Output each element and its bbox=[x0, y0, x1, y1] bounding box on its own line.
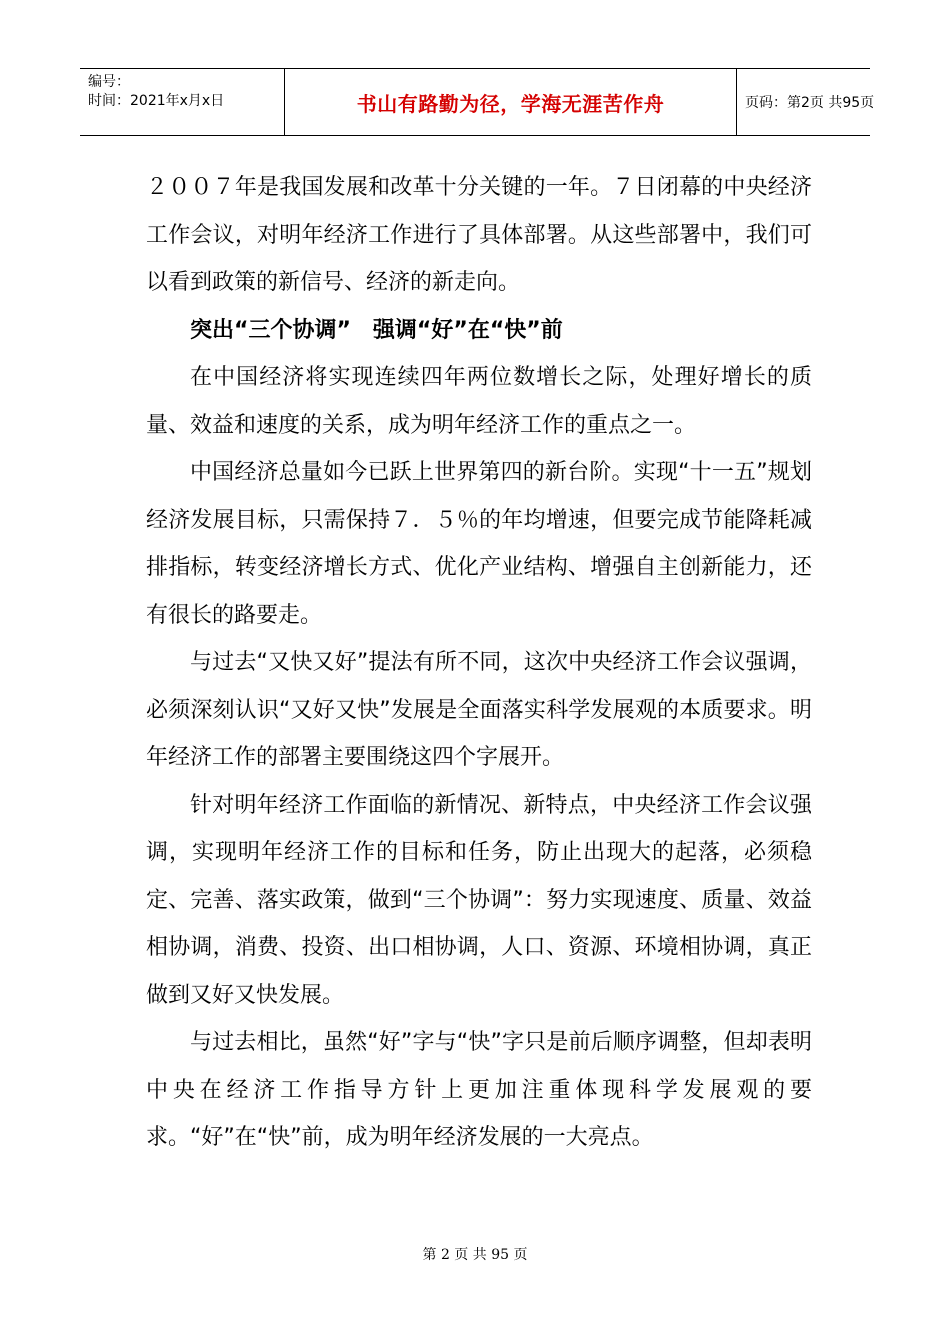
page-footer: 第 2 页 共 95 页 bbox=[422, 1247, 528, 1263]
document-date-label: 时间：2021年x月x日 bbox=[88, 93, 225, 109]
page-header bbox=[80, 68, 875, 136]
section-heading: 突出“三个协调” 强调“好”在“快”前 bbox=[190, 317, 563, 343]
header-meta bbox=[80, 69, 285, 135]
paragraph: 在中国经济将实现连续四年两位数增长之际，处理好增长的质量、效益和速度的关系，成为明年经济工作的重点之一。 bbox=[146, 365, 812, 438]
paragraph-intro: ２００７年是我国发展和改革十分关键的一年。７日闭幕的中央经济工作会议，对明年经济工作进行了具体部署。从这些部署中，我们可以看到政策的新信号、经济的新走向。 bbox=[146, 175, 812, 295]
paragraph: 中国经济总量如今已跃上世界第四的新台阶。实现“十一五”规划经济发展目标，只需保持７．５％的年均增速，但要完成节能降耗减排指标，转变经济增长方式、优化产业结构、增强自主创新能力，还有很长的路要走。 bbox=[146, 460, 812, 628]
article-body bbox=[146, 164, 812, 1162]
document-number-label: 编号： bbox=[88, 74, 130, 90]
paragraph: 针对明年经济工作面临的新情况、新特点，中央经济工作会议强调，实现明年经济工作的目标和任务，防止出现大的起落，必须稳定、完善、落实政策，做到“三个协调”：努力实现速度、质量、效益相协调，消费、投资、出口相协调，人口、资源、环境相协调，真正做到又好又快发展。 bbox=[146, 792, 812, 1008]
paragraph: 与过去“又快又好”提法有所不同，这次中央经济工作会议强调，必须深刻认识“又好又快”发展是全面落实科学发展观的本质要求。明年经济工作的部署主要围绕这四个字展开。 bbox=[146, 650, 812, 770]
header-motto: 书山有路勤为径，学海无涯苦作舟 bbox=[285, 69, 737, 135]
paragraph: 与过去相比，虽然“好”字与“快”字只是前后顺序调整，但却表明中央在经济工作指导方针上更加注重体现科学发展观的要求。“好”在“快”前，成为明年经济发展的一大亮点。 bbox=[146, 1030, 812, 1150]
header-page-info: 页码：第2页 共95页 bbox=[745, 95, 875, 111]
